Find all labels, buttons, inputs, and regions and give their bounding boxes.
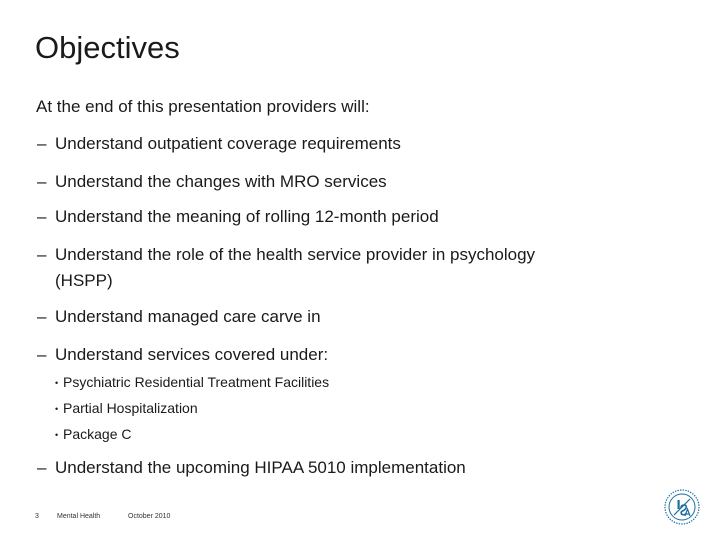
bullet-item <box>37 342 328 368</box>
dash-marker: – <box>37 172 47 191</box>
footer-page-number: 3 <box>35 513 39 520</box>
bullet-text: Understand the changes with MRO services <box>55 172 387 191</box>
bullet-text: Understand the upcoming HIPAA 5010 implementation <box>55 458 466 477</box>
bullet-text: Understand outpatient coverage requirements <box>55 134 401 153</box>
dash-marker: – <box>37 345 47 364</box>
dot-marker: • <box>55 378 59 389</box>
dot-marker: • <box>55 404 59 415</box>
bullet-item <box>37 242 535 294</box>
sub-bullet-item <box>55 374 329 390</box>
isa-seal-logo-icon <box>664 489 700 525</box>
sub-bullet-text: Partial Hospitalization <box>63 400 198 416</box>
footer-section: Mental Health <box>57 513 101 520</box>
slide-title: Objectives <box>35 30 180 65</box>
bullet-item <box>37 455 466 481</box>
dash-marker: – <box>37 134 47 153</box>
bullet-item <box>37 304 321 330</box>
dash-marker: – <box>37 458 47 477</box>
bullet-text: Understand the meaning of rolling 12-month period <box>55 207 439 226</box>
dash-marker: – <box>37 307 47 326</box>
intro-text: At the end of this presentation providers will: <box>36 97 370 116</box>
bullet-text-continuation: (HSPP) <box>55 271 113 290</box>
dot-marker: • <box>55 430 59 441</box>
bullet-text: Understand services covered under: <box>55 345 329 364</box>
footer-date: October 2010 <box>128 513 171 520</box>
sub-bullet-text: Psychiatric Residential Treatment Facilities <box>63 374 330 390</box>
dash-marker: – <box>37 207 47 226</box>
sub-bullet-item <box>55 426 131 442</box>
bullet-item <box>37 131 401 157</box>
sub-bullet-text: Package C <box>63 426 132 442</box>
dash-marker: – <box>37 245 47 264</box>
bullet-item <box>37 204 439 230</box>
bullet-item <box>37 169 387 195</box>
bullet-text: Understand the role of the health service provider in psychology <box>55 245 536 264</box>
sub-bullet-item <box>55 400 198 416</box>
bullet-text: Understand managed care carve in <box>55 307 321 326</box>
